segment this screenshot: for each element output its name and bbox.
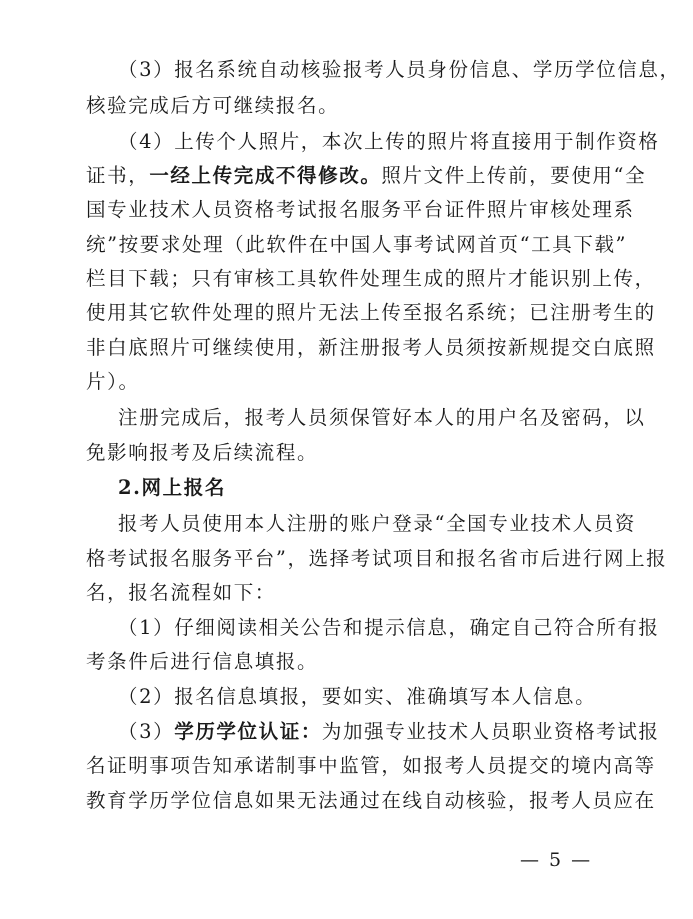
section-heading-online-registration: 2.网上报名 [118, 476, 226, 499]
online-registration-line-2: 格考试报名服务平台”，选择考试项目和报名省市后进行网上报 [86, 547, 668, 570]
paragraph-4-line-5: 栏目下载；只有审核工具软件处理生成的照片才能识别上传， [86, 267, 656, 290]
paragraph-3-line-1: （3）报名系统自动核验报考人员身份信息、学历学位信息， [118, 58, 681, 81]
step-3-text: 为加强专业技术人员职业资格考试报 [321, 720, 660, 743]
paragraph-4-text-b: 照片文件上传前，要使用“全 [381, 164, 647, 187]
step-3-line-2: 名证明事项告知承诺制事中监管，如报考人员提交的境内高等 [86, 754, 656, 777]
paragraph-3-line-2: 核验完成后方可继续报名。 [86, 94, 340, 117]
paragraph-4-line-7: 非白底照片可继续使用，新注册报考人员须按新规提交白底照 [86, 336, 656, 359]
step-3-bold-title: 学历学位认证： [174, 720, 322, 743]
step-3-line-1 [118, 718, 660, 746]
step-1-line-1: （1）仔细阅读相关公告和提示信息，确定自己符合所有报 [118, 616, 660, 639]
registration-note-line-1: 注册完成后，报考人员须保管好本人的用户名及密码，以 [118, 406, 646, 429]
online-registration-line-1: 报考人员使用本人注册的账户登录“全国专业技术人员资 [118, 512, 636, 535]
paragraph-4-line-1: （4）上传个人照片，本次上传的照片将直接用于制作资格 [118, 130, 660, 153]
paragraph-4-line-4: 统”按要求处理（此软件在中国人事考试网首页“工具下载” [86, 233, 628, 256]
step-3-line-3: 教育学历学位信息如果无法通过在线自动核验，报考人员应在 [86, 789, 656, 812]
online-registration-line-3: 名，报名流程如下： [86, 581, 276, 604]
step-1-line-2: 考条件后进行信息填报。 [86, 650, 319, 673]
registration-note-line-2: 免影响报考及后续流程。 [86, 441, 319, 464]
step-2-line-1: （2）报名信息填报，要如实、准确填写本人信息。 [118, 685, 597, 708]
step-3-number: （3） [118, 720, 175, 743]
paragraph-4-line-6: 使用其它软件处理的照片无法上传至报名系统；已注册考生的 [86, 301, 656, 324]
paragraph-4-line-8: 片）。 [86, 370, 140, 393]
paragraph-4-bold-warning: 一经上传完成不得修改。 [149, 164, 382, 187]
paragraph-4-line-3: 国专业技术人员资格考试报名服务平台证件照片审核处理系 [86, 198, 635, 221]
page-number: — 5 — [520, 849, 593, 871]
paragraph-4-text-a: 证书， [86, 164, 150, 187]
paragraph-4-line-2 [86, 162, 647, 190]
